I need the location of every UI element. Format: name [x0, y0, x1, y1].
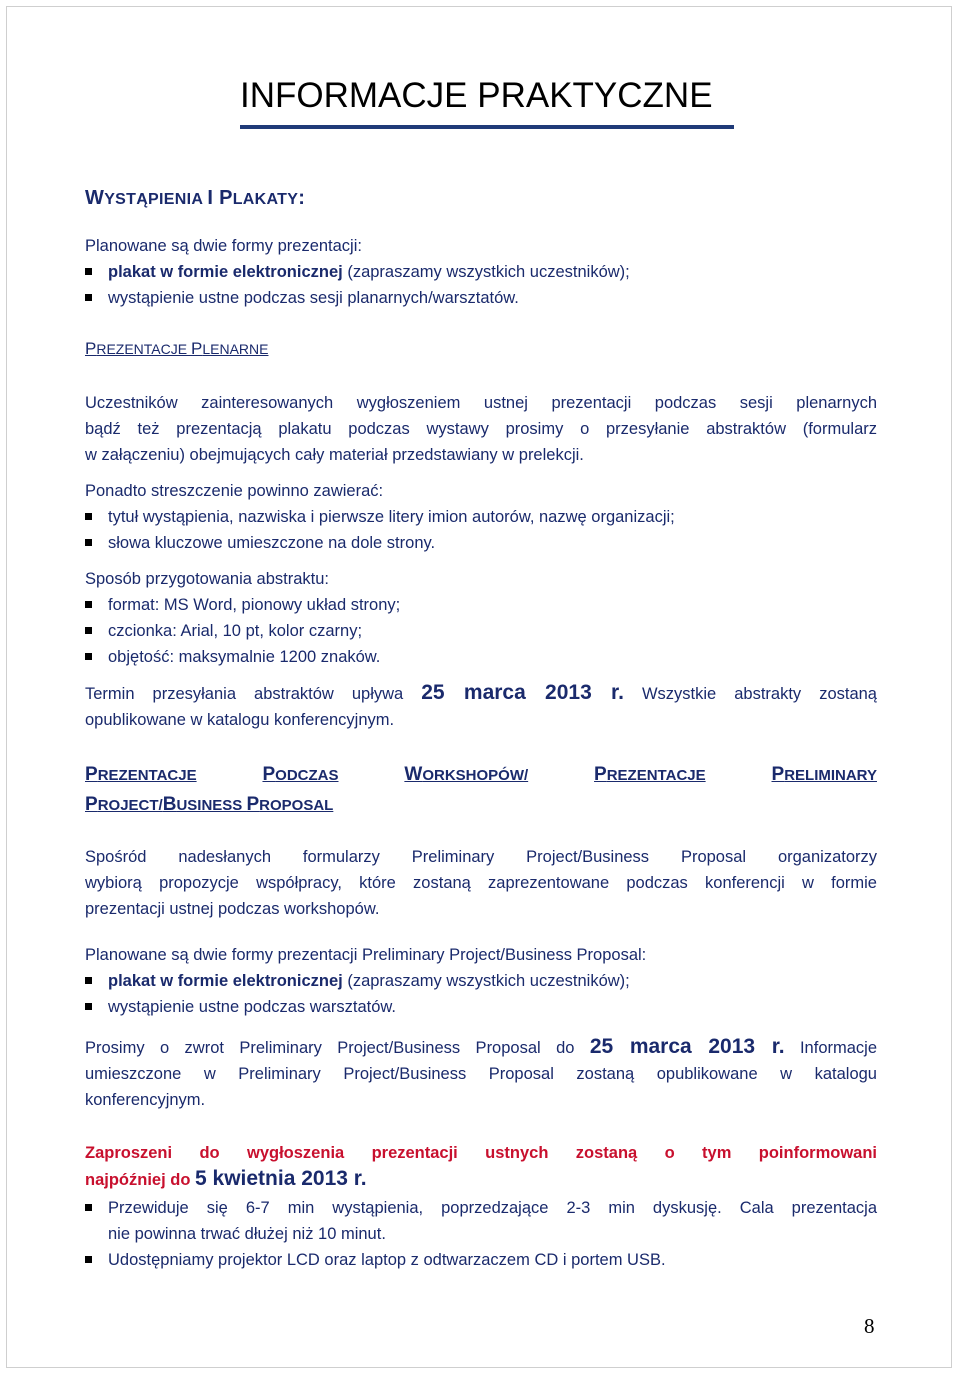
page-title: INFORMACJE PRAKTYCZNE: [240, 76, 713, 115]
paragraph-line: Spośród nadesłanych formularzy Preliminary Project/Business Proposal organizatorzy: [85, 848, 877, 866]
paragraph-line: wybiorą propozycje współpracy, które zostaną zaprezentowane podczas konferencji w formie: [85, 874, 877, 892]
paragraph: Planowane są dwie formy prezentacji:: [85, 237, 362, 255]
paragraph-line: prezentacji ustnej podczas workshopów.: [85, 900, 380, 918]
bullet-icon: [85, 1003, 92, 1010]
bullet-icon: [85, 977, 92, 984]
list-item: czcionka: Arial, 10 pt, kolor czarny;: [85, 618, 877, 644]
bullet-icon: [85, 513, 92, 520]
list-item: objętość: maksymalnie 1200 znaków.: [85, 644, 877, 670]
list-item: wystąpienie ustne podczas sesji planarnych/warsztatów.: [85, 285, 877, 311]
bullet-list: [85, 1195, 877, 1273]
deadline-date: 25 marca 2013 r.: [421, 681, 624, 704]
page-number: 8: [864, 1314, 875, 1338]
return-line: Prosimy o zwrot Preliminary Project/Business Proposal do 25 marca 2013 r. Informacje: [85, 1035, 878, 1058]
bullet-icon: [85, 539, 92, 546]
list-item: tytuł wystąpienia, nazwiska i pierwsze litery imion autorów, nazwę organizacji;: [85, 504, 877, 530]
heading-wystapienia: WYSTĄPIENIA I PLAKATY:: [85, 187, 306, 209]
bullet-icon: [85, 1256, 92, 1263]
section-workshops: [85, 844, 877, 1113]
bullet-icon: [85, 653, 92, 660]
list-item: plakat w formie elektronicznej (zapraszamy wszystkich uczestników);: [85, 968, 877, 994]
list-item: wystąpienie ustne podczas warsztatów.: [85, 994, 877, 1020]
bullet-icon: [85, 627, 92, 634]
paragraph-line: konferencyjnym.: [85, 1091, 206, 1109]
heading-workshops-line2: PROJECT/BUSINESS PROPOSAL: [85, 794, 334, 815]
paragraph: Planowane są dwie formy prezentacji Preliminary Project/Business Proposal:: [85, 946, 647, 964]
section-plenary: [85, 390, 877, 733]
deadline-line: Termin przesyłania abstraktów upływa 25 marca 2013 r. Wszystkie abstrakty zostaną: [85, 681, 877, 704]
list-item: słowa kluczowe umieszczone na dole strony.: [85, 530, 877, 556]
paragraph-line: opublikowane w katalogu konferencyjnym.: [85, 711, 395, 729]
invitation-deadline: najpóźniej do 5 kwietnia 2013 r.: [85, 1167, 367, 1190]
bullet-icon: [85, 1204, 92, 1211]
list-item: Udostępniamy projektor LCD oraz laptop z odtwarzaczem CD i portem USB.: [85, 1247, 877, 1273]
paragraph-line: umieszczone w Preliminary Project/Business Proposal zostaną opublikowane w katalogu: [85, 1065, 877, 1083]
invitation-line: Zaproszeni do wygłoszenia prezentacji ustnych zostaną o tym poinformowani: [85, 1144, 877, 1162]
list-item: Przewiduje się 6-7 min wystąpienia, poprzedzające 2-3 min dyskusję. Cala prezentacja nie powinna trwać dłużej niż 10 minut.: [85, 1195, 877, 1247]
invitation-date: 5 kwietnia 2013 r.: [195, 1167, 367, 1190]
paragraph-line: w załączeniu) obejmujących cały materiał przedstawiany w prelekcji.: [85, 446, 584, 464]
section-invitation: [85, 1140, 877, 1273]
paragraph: Sposób przygotowania abstraktu:: [85, 570, 329, 588]
return-date: 25 marca 2013 r.: [589, 1035, 785, 1058]
bullet-icon: [85, 294, 92, 301]
paragraph-line: Uczestników zainteresowanych wygłoszeniem ustnej prezentacji podczas sesji plenarnych: [85, 394, 877, 412]
list-item: format: MS Word, pionowy układ strony;: [85, 592, 877, 618]
bullet-list: [85, 592, 877, 670]
bullet-list: [85, 259, 877, 311]
paragraph-line: bądź też prezentacją plakatu podczas wystawy prosimy o przesyłanie abstraktów (formularz: [85, 420, 877, 438]
bullet-icon: [85, 601, 92, 608]
list-item: plakat w formie elektronicznej (zapraszamy wszystkich uczestników);: [85, 259, 877, 285]
bullet-icon: [85, 268, 92, 275]
section-presentation-forms: [85, 233, 877, 311]
bullet-list: [85, 504, 877, 556]
heading-prezentacje-plenarne: PREZENTACJE PLENARNE: [85, 339, 269, 358]
bullet-list: [85, 968, 877, 1020]
heading-workshops: PREZENTACJE PODCZAS WORKSHOPÓW/ PREZENTACJE PRELIMINARY: [85, 764, 877, 785]
title-underline: [240, 125, 734, 129]
paragraph: Ponadto streszczenie powinno zawierać:: [85, 482, 384, 500]
